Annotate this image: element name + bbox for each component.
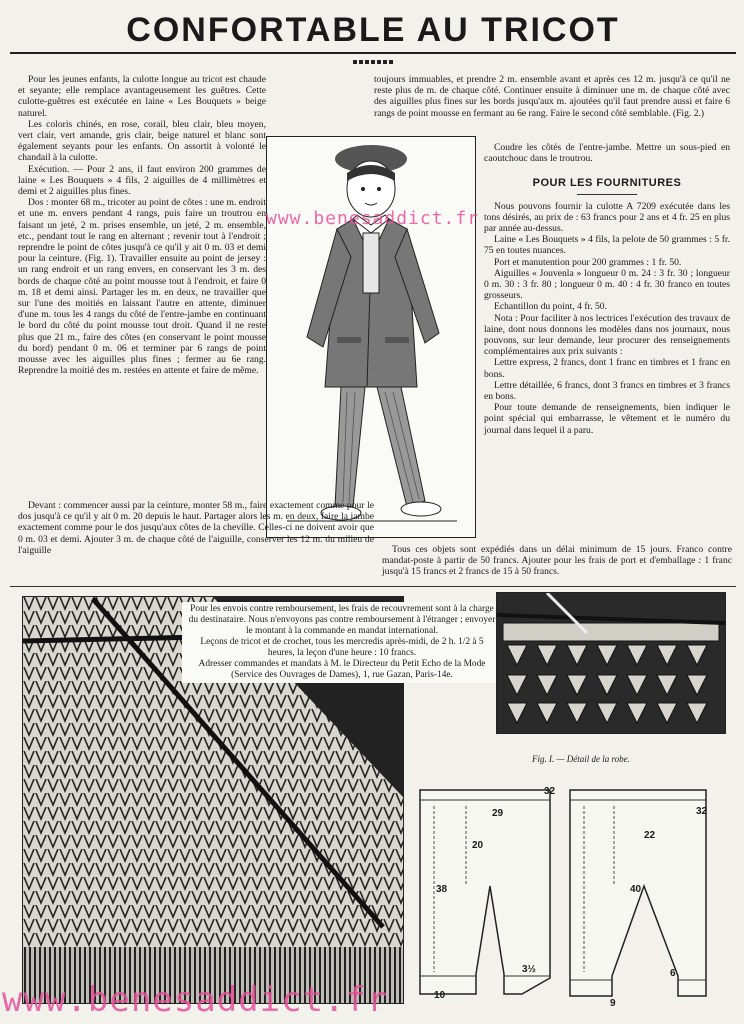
pattern-diagram xyxy=(406,776,736,1016)
fourniture-item: Lettre express, 2 francs, dont 1 franc en timbres et 1 franc en bons. xyxy=(484,357,730,380)
rib-detail-drawing xyxy=(497,593,725,733)
colors-paragraph: Les coloris chinés, en rose, corail, bleu clair, bleu moyen, vert clair, vert amande, gris clair, beige naturel et blanc sont également seyants pour les enfants. On assortit à volonté le chandail à la culotte. xyxy=(18,118,266,164)
dim-label: 3½ xyxy=(522,964,536,975)
fig1-caption: Fig. I. — Détail de la robe. xyxy=(532,754,630,764)
title-rule xyxy=(10,52,736,54)
right-column xyxy=(484,142,730,436)
watermark-bottom: www.benesaddict.fr xyxy=(2,980,389,1020)
dim-label: 32 xyxy=(544,786,556,797)
fourniture-item: Echantillon du point, 4 fr. 50. xyxy=(494,301,607,313)
dim-label: 32 xyxy=(696,806,708,817)
fourniture-item: Pour toute demande de renseignements, bien indiquer le point spécial qui embarrasse, le vêtement et le numéro du journal dans lequel il a paru. xyxy=(484,402,730,436)
shipping-paragraph: Tous ces objets sont expédiés dans un délai minimum de 15 jours. Franco contre mandat-poste à partir de 50 francs. Ajouter pour les frais de port et d'emballage : 1 franc jusqu'à 15 francs et 2 francs de 15 à 50 francs. xyxy=(382,544,732,578)
magazine-page xyxy=(2,4,736,1020)
fig1-detail xyxy=(496,592,726,734)
watermark-top: www.benesaddict.fr xyxy=(266,208,480,229)
ornament xyxy=(353,60,393,64)
dim-label: 22 xyxy=(644,830,656,841)
devant-column xyxy=(18,500,374,556)
intro-paragraph: Pour les jeunes enfants, la culotte longue au tricot est chaude et seyante; elle remplace avantageusement les guêtres. Cette culotte-guêtres est exécutée en laine « Les Bouquets » beige naturel. xyxy=(18,74,266,119)
remboursement-paragraph: Pour les envois contre remboursement, les frais de recouvrement sont à la charge du destinataire. Nous n'envoyons pas contre remboursement à l'étranger ; envoyer le montant à la commande en mandat international. xyxy=(188,604,496,636)
dim-label: 29 xyxy=(492,808,504,819)
fourniture-item: Nota : Pour faciliter à nos lectrices l'exécution des travaux de laine, dont nous donnons les modèles dans nos journaux, nous pouvons, sur leur demande, leur procurer des renseignements complémentaires aux prix suivants : xyxy=(484,312,730,358)
right-column-top xyxy=(374,74,730,119)
lessons-paragraph: Leçons de tricot et de crochet, tous les mercredis après-midi, de 2 h. 1/2 à 5 heures, la leçon d'une heure : 10 francs. xyxy=(200,637,484,658)
dim-label: 20 xyxy=(472,840,484,851)
page-title: CONFORTABLE AU TRICOT xyxy=(126,11,620,49)
dim-label: 40 xyxy=(630,884,642,895)
fournitures-heading: POUR LES FOURNITURES xyxy=(532,177,682,190)
finishing-paragraph: Coudre les côtés de l'entre-jambe. Mettre un sous-pied en caoutchouc dans le troutrou. xyxy=(484,142,730,165)
fourniture-item: Aiguilles « Jouvenla » longueur 0 m. 24 : 3 fr. 30 ; longueur 0 m. 30 : 3 fr. 80 ; longueur 0 m. 40 : 4 fr. 30 franco en toutes grosseurs. xyxy=(484,267,730,302)
devant-paragraph: Devant : commencer aussi par la ceinture, monter 58 m., faire exactement comme pour le dos jusqu'à ce qu'il y ait 0 m. 20 depuis le haut. Partager alors les m. en deux, faire la jambe exactement comme pour le dos jusqu'aux côtes de la cheville. Celles-ci ne doivent avoir que 0 m. 03 et demi. Ajouter 3 m. de chaque côté de l'aiguille, conserver les 12 m. du milieu de l'aiguille xyxy=(18,500,374,556)
dim-label: 6 xyxy=(670,968,676,979)
dos-paragraph: Dos : monter 68 m., tricoter au point de côtes : une m. endroit et une m. envers pendant 4 rangs, puis faire un troutrou en faisant un jeté, 2 m. prises ensemble, un jeté, 2 m. ensemble, etc., pendant tout le rang en alternant ; revenir tout à l'endroit ; reprendre le point de côtes jusqu'à ce qu'il y ait 0 m. 03 et demi pour la ceinture. (Fig. 1). Travailler ensuite au point de jersey : un rang endroit et un rang envers, en conservant les 3 m. des bords de chaque côté au point mousse tout à l'endroit, et faire 0 m. 18 et demi ainsi. Partager les m. en deux, ne travailler que sur l'une des moitiés en laissant l'autre en attente, diminuer d'une m. tous les 4 rangs du côté de l'entre-jambe en continuant le bord du côté du point mousse tout droit. Quand il ne reste plus que 21 m., faire des côtes (en conservant le point mousse du bord) pendant 0 m. 06 et terminer par 6 rangs de point mousse avec les aiguilles plus fines ; fermer au 6e rang. Reprendre la moitié des m. restées en attente et faire de même. xyxy=(18,197,266,377)
fourniture-item: Lettre détaillée, 6 francs, dont 3 francs en timbres et 3 francs en bons. xyxy=(484,379,730,403)
left-column xyxy=(18,74,266,376)
fourniture-item: Laine « Les Bouquets » 4 fils, la pelote de 50 grammes : 5 fr. 75 en toutes nuances. xyxy=(484,234,730,257)
fourniture-item: Port et manutention pour 200 grammes : 1 fr. 50. xyxy=(494,256,682,268)
shipping-column xyxy=(382,544,732,578)
dim-label: 9 xyxy=(610,998,616,1009)
child-illustration xyxy=(266,136,476,538)
fourniture-item: Nous pouvons fournir la culotte A 7209 exécutée dans les tons désirés, au prix de : 63 francs pour 2 ans et 4 fr. 25 en plus par année au-dessus. xyxy=(484,200,730,235)
remboursement-block xyxy=(182,602,502,683)
dim-label: 38 xyxy=(436,884,448,895)
execution-paragraph: Exécution. — Pour 2 ans, il faut environ 200 grammes de laine « Les Bouquets » 4 fils, 2 aiguilles de 4 millimètres et demi et 2 aiguilles plus fines. xyxy=(18,163,266,198)
dim-label: 10 xyxy=(434,990,446,1001)
child-drawing xyxy=(267,137,475,537)
continuation-paragraph: toujours immuables, et prendre 2 m. ensemble avant et après ces 12 m. jusqu'à ce qu'il ne reste plus de m. de chaque côté. Continuer ensuite à diminuer une m. de chaque côté avec des aiguilles plus fines sur les bords jusqu'aux m. ajoutées qu'il faut prendre aussi et faire 6 rangs de point mousse en fermant au 6e rang. Faire le second côté semblable. (Fig. 2.) xyxy=(374,74,730,119)
address-paragraph: Adresser commandes et mandats à M. le Directeur du Petit Echo de la Mode (Service des Ouvrages de Dames), 1, rue Gazan, Paris-14e. xyxy=(198,659,486,680)
